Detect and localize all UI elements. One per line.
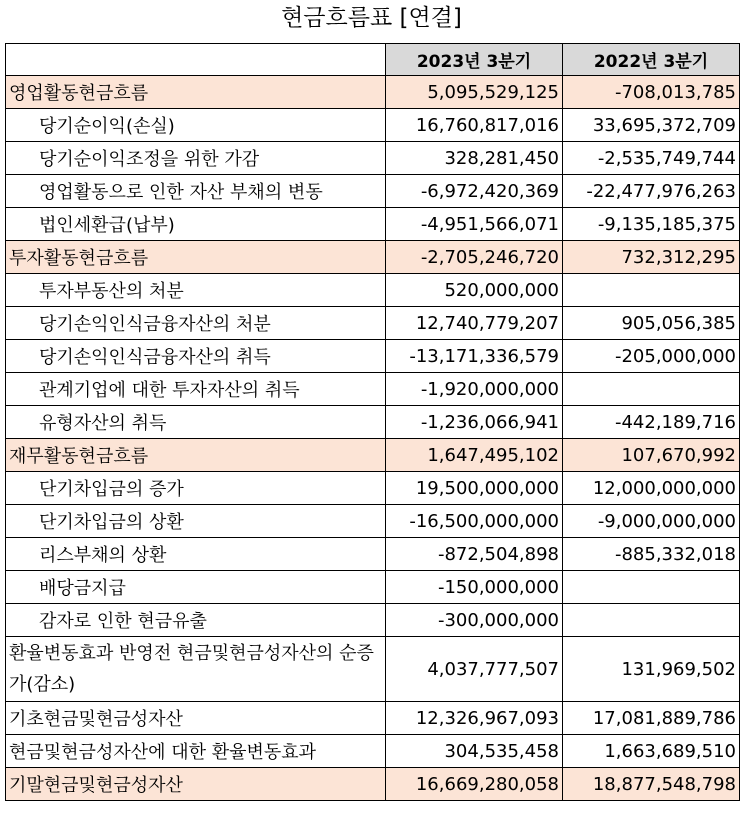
value-2022: -22,477,976,263 <box>563 175 740 208</box>
row-label: 법인세환급(납부) <box>6 208 386 241</box>
value-2022: -9,135,185,375 <box>563 208 740 241</box>
table-row <box>6 571 740 604</box>
value-2023: 12,326,967,093 <box>386 702 563 735</box>
table-row <box>6 768 740 801</box>
value-2022: -205,000,000 <box>563 340 740 373</box>
table-row <box>6 241 740 274</box>
value-2023: 16,669,280,058 <box>386 768 563 801</box>
value-2023: 16,760,817,016 <box>386 109 563 142</box>
value-2023: -1,236,066,941 <box>386 406 563 439</box>
row-label: 단기차입금의 상환 <box>6 505 386 538</box>
value-2022 <box>563 274 740 307</box>
table-row <box>6 735 740 768</box>
value-2023: -16,500,000,000 <box>386 505 563 538</box>
value-2023: 5,095,529,125 <box>386 76 563 109</box>
value-2022: 18,877,548,798 <box>563 768 740 801</box>
table-row <box>6 702 740 735</box>
row-label: 단기차입금의 증가 <box>6 472 386 505</box>
value-2022: 1,663,689,510 <box>563 735 740 768</box>
row-label: 영업활동으로 인한 자산 부채의 변동 <box>6 175 386 208</box>
row-label: 환율변동효과 반영전 현금및현금성자산의 순증가(감소) <box>6 637 386 702</box>
row-label: 당기순이익조정을 위한 가감 <box>6 142 386 175</box>
value-2022 <box>563 571 740 604</box>
row-label: 당기손익인식금융자산의 취득 <box>6 340 386 373</box>
header-2023-q3: 2023년 3분기 <box>386 44 563 76</box>
row-label: 관계기업에 대한 투자자산의 취득 <box>6 373 386 406</box>
table-row <box>6 175 740 208</box>
row-label: 리스부채의 상환 <box>6 538 386 571</box>
value-2023: 19,500,000,000 <box>386 472 563 505</box>
value-2022: 732,312,295 <box>563 241 740 274</box>
cash-flow-table <box>5 43 740 801</box>
table-row <box>6 472 740 505</box>
value-2022: 17,081,889,786 <box>563 702 740 735</box>
value-2023: 4,037,777,507 <box>386 637 563 702</box>
row-label: 유형자산의 취득 <box>6 406 386 439</box>
table-row <box>6 76 740 109</box>
row-label: 감자로 인한 현금유출 <box>6 604 386 637</box>
table-row <box>6 109 740 142</box>
value-2022: 131,969,502 <box>563 637 740 702</box>
value-2023: -2,705,246,720 <box>386 241 563 274</box>
value-2022: -2,535,749,744 <box>563 142 740 175</box>
value-2023: 304,535,458 <box>386 735 563 768</box>
table-row <box>6 505 740 538</box>
value-2023: 328,281,450 <box>386 142 563 175</box>
row-label: 당기순이익(손실) <box>6 109 386 142</box>
table-row <box>6 340 740 373</box>
row-label: 기초현금및현금성자산 <box>6 702 386 735</box>
header-blank <box>6 44 386 76</box>
value-2023: -4,951,566,071 <box>386 208 563 241</box>
row-label: 기말현금및현금성자산 <box>6 768 386 801</box>
row-label: 당기손익인식금융자산의 처분 <box>6 307 386 340</box>
table-row <box>6 142 740 175</box>
value-2023: -872,504,898 <box>386 538 563 571</box>
row-label: 재무활동현금흐름 <box>6 439 386 472</box>
value-2023: -150,000,000 <box>386 571 563 604</box>
table-header-row <box>6 44 740 76</box>
value-2022 <box>563 604 740 637</box>
value-2022: 12,000,000,000 <box>563 472 740 505</box>
value-2022: 905,056,385 <box>563 307 740 340</box>
value-2022: 107,670,992 <box>563 439 740 472</box>
table-row <box>6 307 740 340</box>
table-row <box>6 439 740 472</box>
value-2023: -6,972,420,369 <box>386 175 563 208</box>
table-row <box>6 538 740 571</box>
value-2022: -442,189,716 <box>563 406 740 439</box>
table-row <box>6 373 740 406</box>
value-2022: 33,695,372,709 <box>563 109 740 142</box>
value-2023: 1,647,495,102 <box>386 439 563 472</box>
table-row <box>6 208 740 241</box>
row-label: 현금및현금성자산에 대한 환율변동효과 <box>6 735 386 768</box>
value-2023: 12,740,779,207 <box>386 307 563 340</box>
header-2022-q3: 2022년 3분기 <box>563 44 740 76</box>
row-label: 투자활동현금흐름 <box>6 241 386 274</box>
value-2022 <box>563 373 740 406</box>
value-2023: 520,000,000 <box>386 274 563 307</box>
row-label: 투자부동산의 처분 <box>6 274 386 307</box>
row-label: 배당금지급 <box>6 571 386 604</box>
table-row <box>6 406 740 439</box>
value-2022: -708,013,785 <box>563 76 740 109</box>
value-2022: -885,332,018 <box>563 538 740 571</box>
value-2023: -13,171,336,579 <box>386 340 563 373</box>
table-row <box>6 637 740 702</box>
row-label: 영업활동현금흐름 <box>6 76 386 109</box>
page-title: 현금흐름표 [연결] <box>281 5 462 31</box>
value-2023: -300,000,000 <box>386 604 563 637</box>
value-2023: -1,920,000,000 <box>386 373 563 406</box>
table-row <box>6 604 740 637</box>
table-row <box>6 274 740 307</box>
value-2022: -9,000,000,000 <box>563 505 740 538</box>
